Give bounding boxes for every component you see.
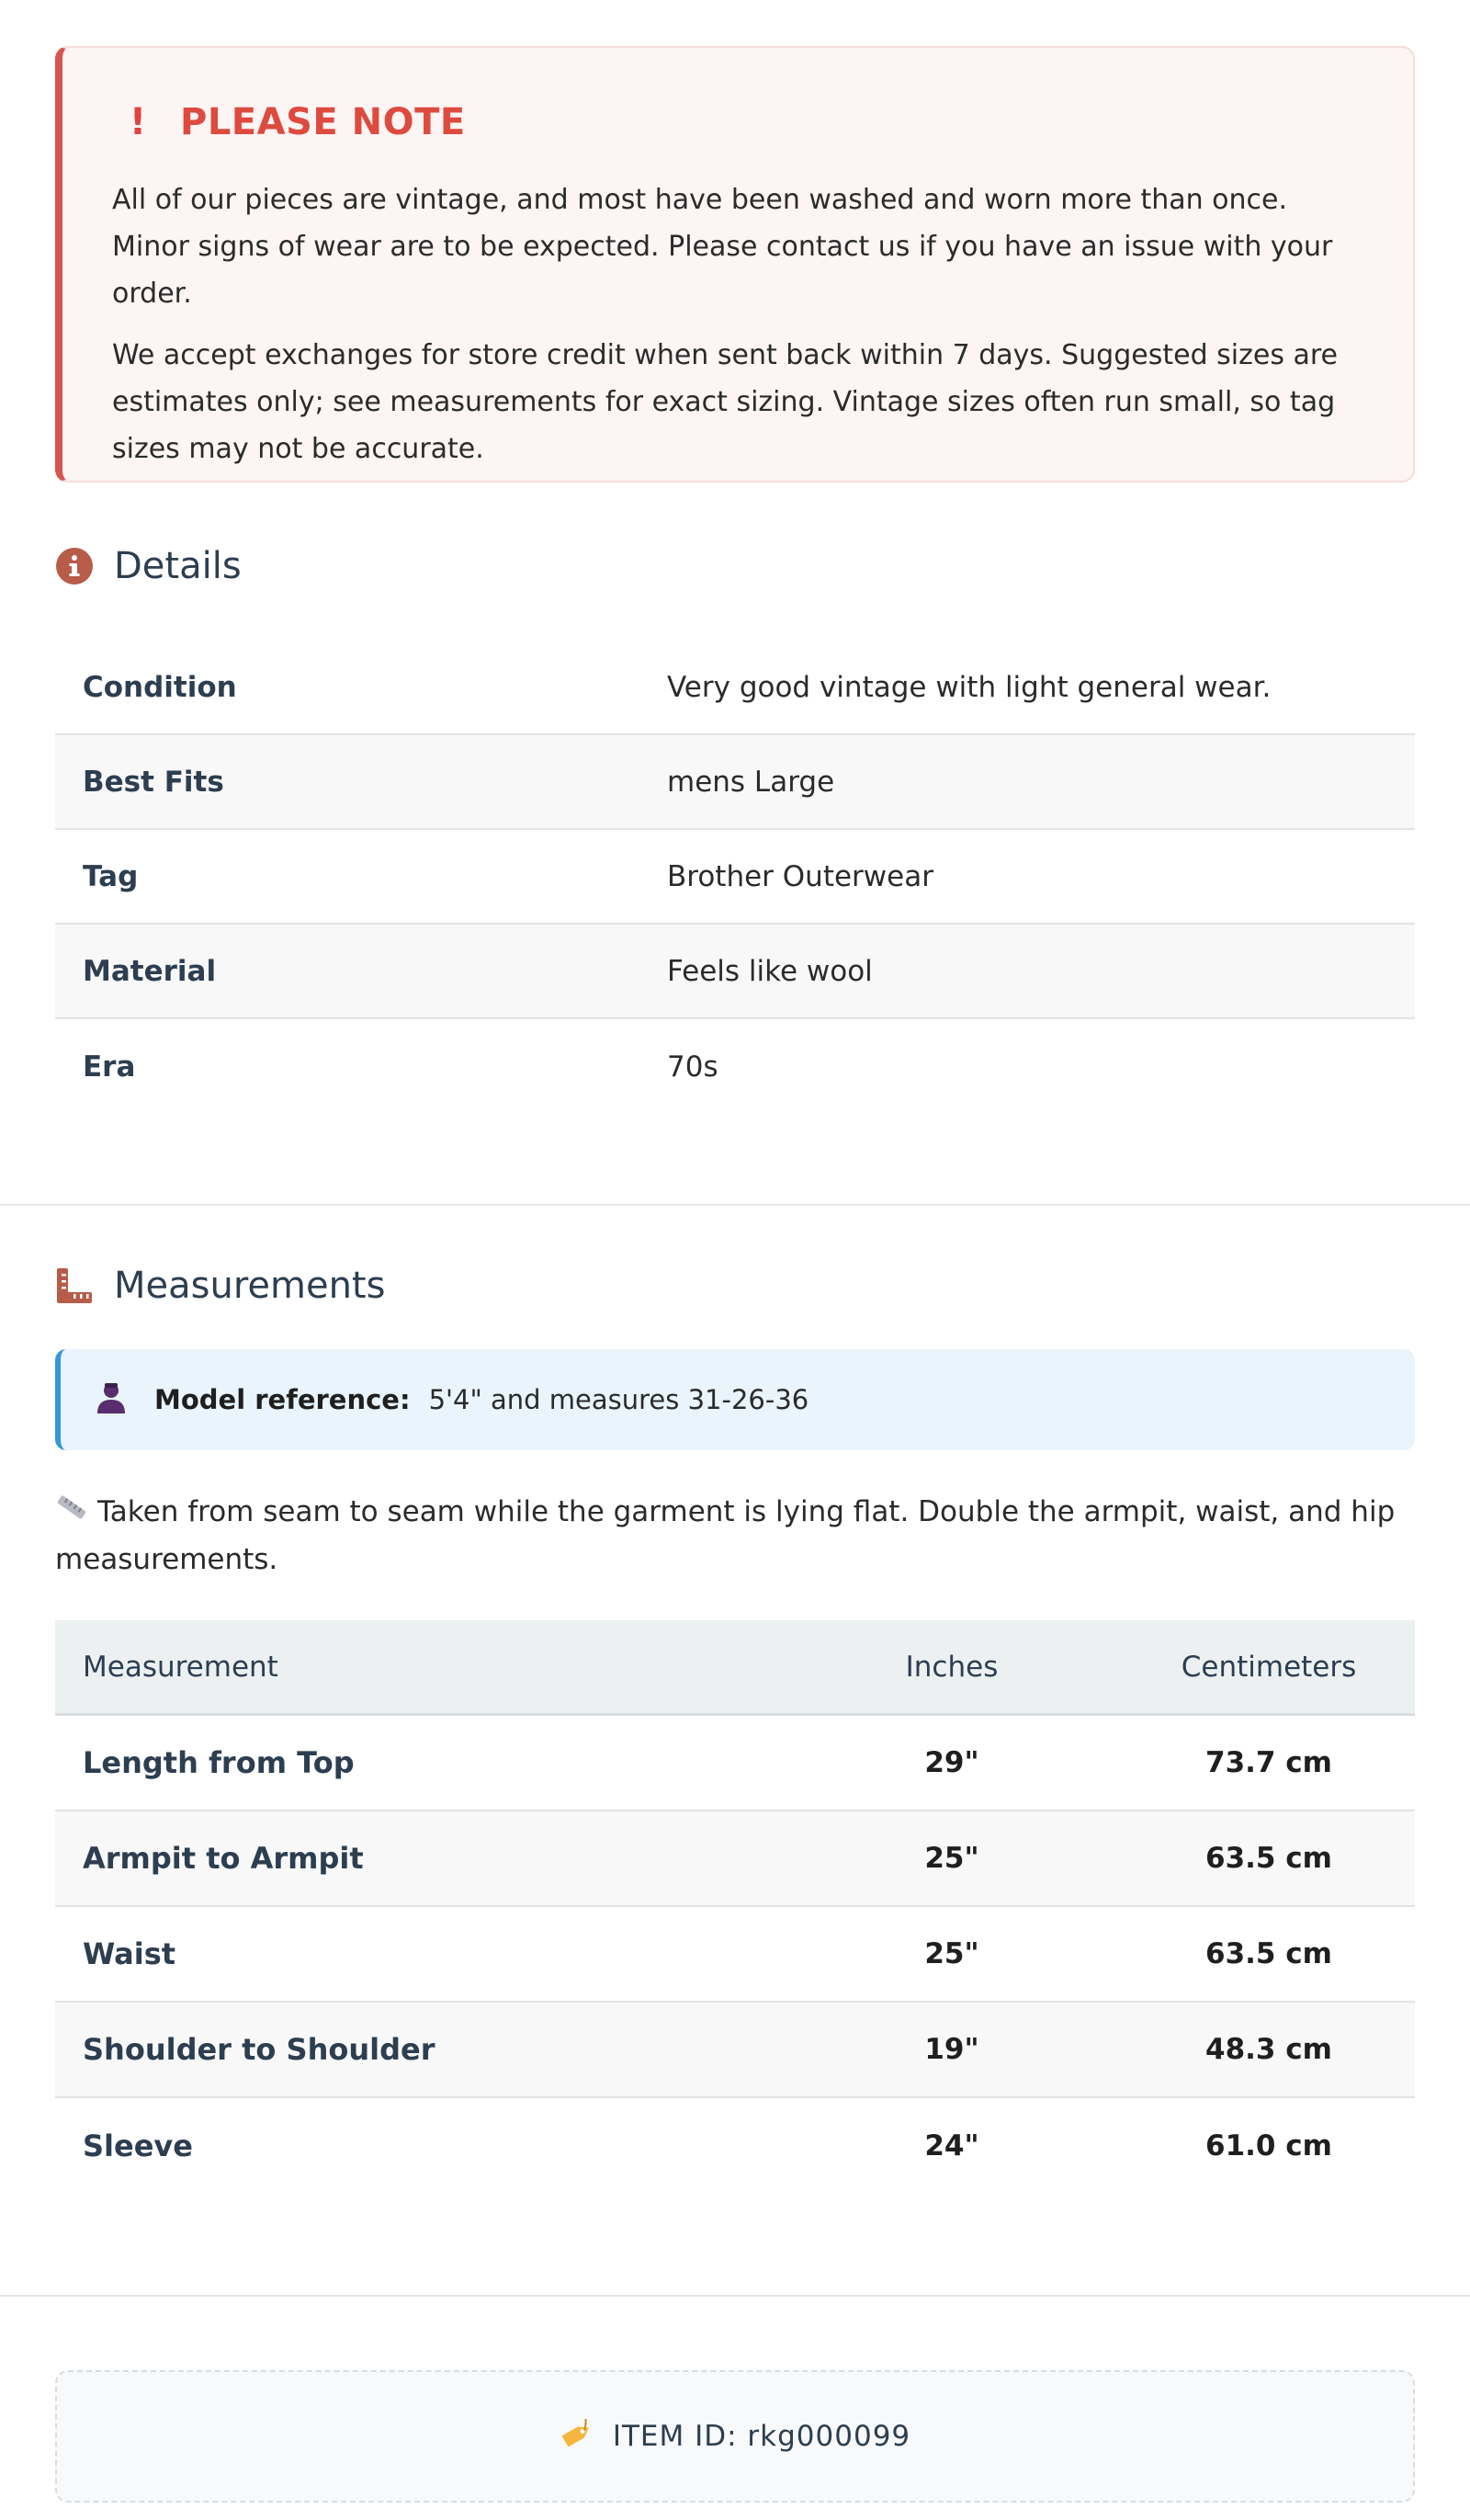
note-paragraph-2: We accept exchanges for store credit when sent back within 7 days. Suggested sizes are estimates only; see measurements for exact sizing. Vintage sizes often run small, so tag sizes may not be accurate. [112,339,1339,465]
measurement-name: Shoulder to Shoulder [83,2032,435,2067]
measurement-cm: 73.7 cm [1205,1746,1332,1779]
ruler-icon [55,1266,94,1305]
details-label: Best Fits [83,765,224,799]
section-divider [0,1204,1470,1206]
details-row [55,641,1415,735]
measurement-cm: 48.3 cm [1205,2033,1332,2066]
product-info-page [0,0,1470,1114]
model-reference-box [55,1349,1415,1450]
measurement-name: Sleeve [83,2128,193,2163]
info-icon [55,547,94,585]
details-value: 70s [667,1050,718,1084]
tag-icon [560,2419,594,2454]
measurement-cm: 61.0 cm [1205,2129,1332,2162]
person-icon [96,1381,127,1418]
measurement-inches: 29" [924,1746,979,1779]
measurements-section [0,1263,1470,2194]
table-header [55,1620,1415,1716]
item-id-section [0,2370,1470,2503]
ruler-emoji-icon [55,1490,88,1537]
measurement-inches: 24" [924,2129,979,2162]
details-label: Tag [83,859,139,893]
details-row [55,735,1415,830]
item-id-box [55,2370,1415,2503]
exclamation-icon: ! [129,101,147,143]
table-row [55,1811,1415,1907]
measurement-note-text: Taken from seam to seam while the garment is lying flat. Double the armpit, waist, and hip measurements. [55,1495,1396,1576]
table-row [55,1907,1415,2003]
details-value: Brother Outerwear [667,859,933,893]
details-row [55,1019,1415,1114]
please-note-box [55,46,1415,482]
details-label: Era [83,1050,136,1084]
measurements-heading [55,1263,1415,1309]
measurement-name: Length from Top [83,1745,355,1780]
details-label: Condition [83,670,237,704]
details-table [55,641,1415,1114]
measurement-name: Armpit to Armpit [83,1841,364,1876]
column-header-centimeters: Centimeters [1181,1650,1357,1684]
details-value: Very good vintage with light general wear. [667,670,1272,704]
column-header-measurement: Measurement [83,1650,278,1684]
measurement-cm: 63.5 cm [1205,1842,1332,1875]
item-id-label: ITEM ID: rkg000099 [612,2420,911,2453]
measurement-note [55,1489,1415,1584]
details-value: Feels like wool [667,954,873,988]
section-divider [0,2295,1470,2297]
details-label: Material [83,954,217,988]
note-header [112,101,1367,143]
column-header-inches: Inches [905,1650,999,1684]
details-row [55,925,1415,1019]
table-row [55,2098,1415,2194]
measurement-name: Waist [83,1936,176,1971]
table-body [55,1716,1415,2194]
table-row [55,2003,1415,2098]
details-heading [55,543,1415,589]
details-value: mens Large [667,765,835,799]
details-row [55,830,1415,925]
table-row [55,1716,1415,1811]
measurements-title: Measurements [114,1265,386,1307]
model-reference-value: 5'4" and measures 31-26-36 [428,1384,809,1415]
measurement-inches: 19" [924,2033,979,2066]
note-paragraph-1: All of our pieces are vintage, and most have been washed and worn more than once. Minor signs of wear are to be expected. Please contact us if you have an issue with your order. [112,184,1333,310]
measurement-cm: 63.5 cm [1205,1937,1332,1970]
details-title: Details [114,545,242,587]
model-reference-label: Model reference: [154,1384,411,1415]
measurement-inches: 25" [924,1937,979,1970]
measurements-table [55,1620,1415,2194]
measurement-inches: 25" [924,1842,979,1875]
note-title: PLEASE NOTE [180,101,466,143]
